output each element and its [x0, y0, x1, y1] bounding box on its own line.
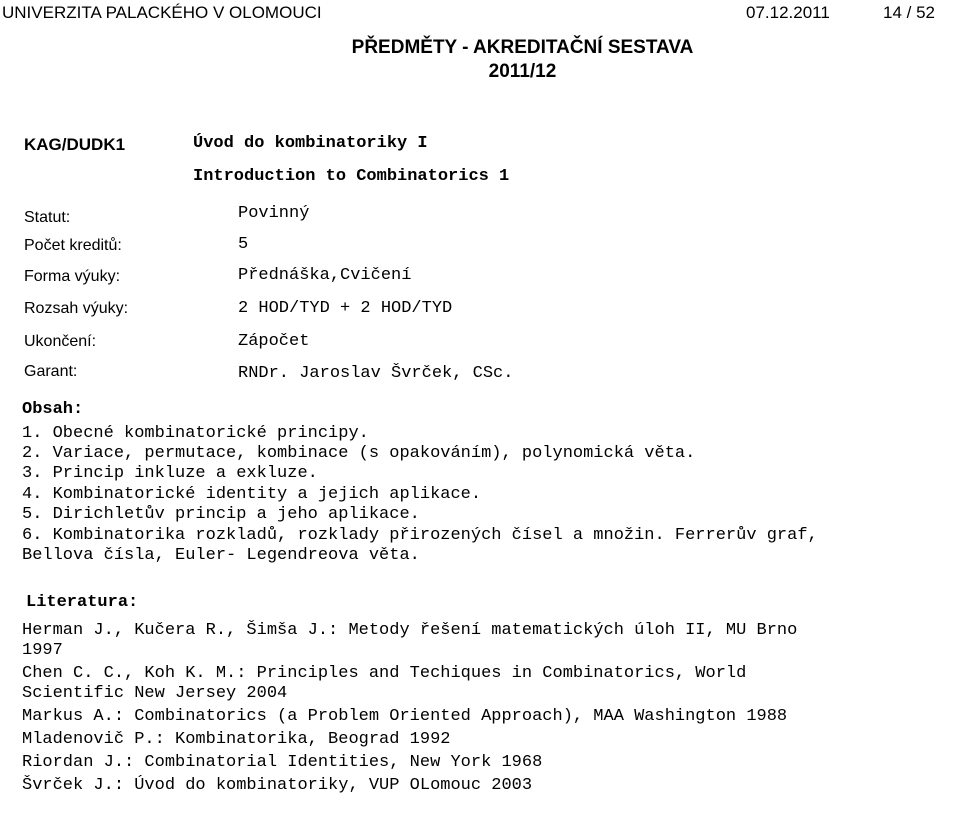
field-value-statut: Povinný: [238, 204, 310, 223]
field-label-forma: Forma výuky:: [24, 268, 121, 285]
literatura-line: Markus A.: Combinatorics (a Problem Oriented Approach), MAA Washington 1988: [22, 707, 788, 726]
field-value-kredity: 5: [238, 235, 249, 254]
field-value-forma: Přednáška,Cvičení: [238, 266, 412, 285]
field-value-garant: RNDr. Jaroslav Švrček, CSc.: [238, 364, 514, 383]
literatura-line: Chen C. C., Koh K. M.: Principles and Techiques in Combinatorics, World: [22, 664, 747, 683]
literatura-line: Mladenovič P.: Kombinatorika, Beograd 1992: [22, 730, 451, 749]
field-label-statut: Statut:: [24, 209, 71, 226]
report-title: PŘEDMĚTY - AKREDITAČNÍ SESTAVA: [351, 37, 694, 58]
field-label-rozsah: Rozsah výuky:: [24, 300, 129, 317]
university-name: UNIVERZITA PALACKÉHO V OLOMOUCI: [2, 3, 322, 22]
course-name-cz: Úvod do kombinatoriky I: [193, 134, 428, 153]
obsah-line: 2. Variace, permutace, kombinace (s opakováním), polynomická věta.: [22, 444, 696, 463]
literatura-line: Scientific New Jersey 2004: [22, 684, 288, 703]
obsah-line: 4. Kombinatorické identity a jejich aplikace.: [22, 485, 482, 504]
literatura-line: Herman J., Kučera R., Šimša J.: Metody řešení matematických úloh II, MU Brno: [22, 621, 798, 640]
course-name-en: Introduction to Combinatorics 1: [193, 167, 510, 186]
field-label-kredity: Počet kreditů:: [24, 237, 122, 254]
course-code: KAG/DUDK1: [24, 135, 126, 154]
literatura-line: Švrček J.: Úvod do kombinatoriky, VUP OLomouc 2003: [22, 776, 533, 795]
literatura-line: Riordan J.: Combinatorial Identities, New York 1968: [22, 753, 543, 772]
obsah-line: 3. Princip inkluze a exkluze.: [22, 464, 318, 483]
obsah-line: 6. Kombinatorika rozkladů, rozklady přirozených čísel a množin. Ferrerův graf,: [22, 526, 818, 545]
obsah-line: 5. Dirichletův princip a jeho aplikace.: [22, 505, 420, 524]
field-label-ukonceni: Ukončení:: [24, 333, 97, 350]
obsah-line: Bellova čísla, Euler- Legendreova věta.: [22, 546, 420, 565]
obsah-line: 1. Obecné kombinatorické principy.: [22, 424, 369, 443]
obsah-heading: Obsah:: [22, 400, 84, 419]
field-value-rozsah: 2 HOD/TYD + 2 HOD/TYD: [238, 299, 453, 318]
literatura-line: 1997: [22, 641, 63, 660]
academic-year: 2011/12: [488, 61, 557, 82]
page-number: 14 / 52: [883, 3, 935, 22]
report-date: 07.12.2011: [746, 3, 830, 22]
field-value-ukonceni: Zápočet: [238, 332, 310, 351]
field-label-garant: Garant:: [24, 363, 78, 380]
literatura-heading: Literatura:: [26, 593, 139, 612]
